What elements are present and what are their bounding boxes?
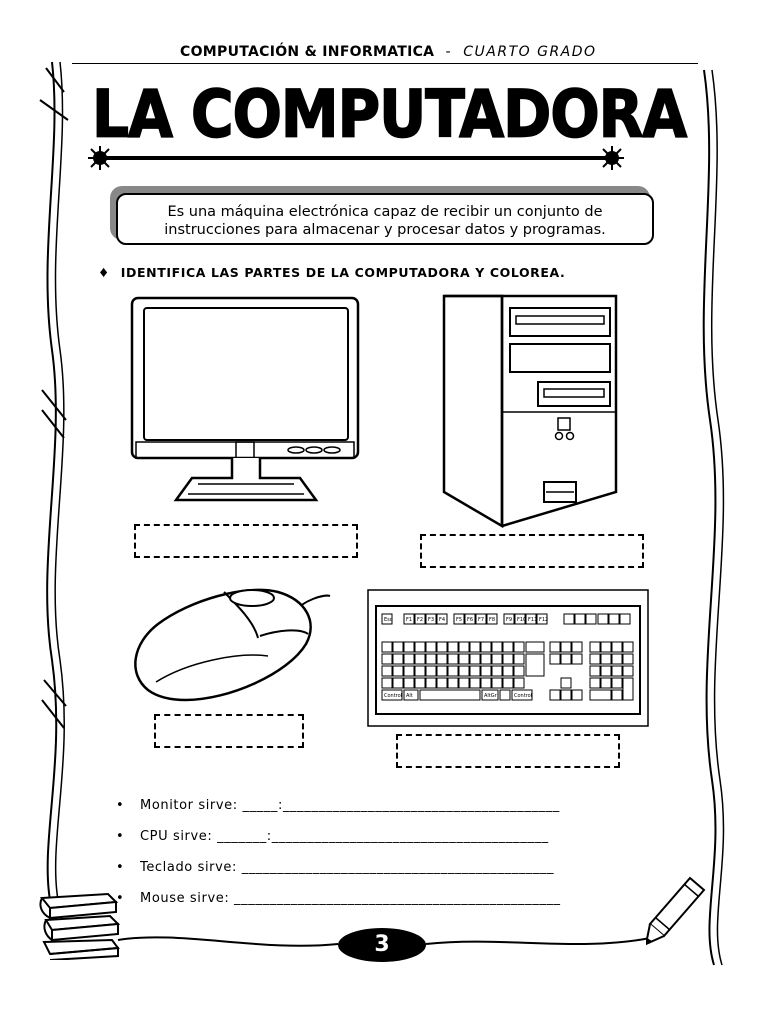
keyboard-key	[612, 678, 622, 688]
keyboard-key-label: Control	[514, 693, 533, 699]
keyboard-key	[590, 654, 600, 664]
title-underline	[100, 156, 612, 160]
header-grade: CUARTO GRADO	[463, 44, 597, 60]
keyboard-key	[404, 642, 414, 652]
keyboard-key	[415, 678, 425, 688]
keyboard-key	[459, 642, 469, 652]
keyboard-key	[448, 678, 458, 688]
keyboard-key	[590, 690, 611, 700]
keyboard-key	[470, 666, 480, 676]
answer-box-keyboard[interactable]	[396, 734, 620, 768]
answer-box-mouse[interactable]	[154, 714, 304, 748]
question-mouse[interactable]	[116, 891, 561, 906]
keyboard-key	[550, 654, 560, 664]
question-text: Monitor sirve: _____:_______________________________________	[140, 798, 560, 813]
keyboard-key-label: Esc	[384, 617, 393, 623]
keyboard-key	[612, 690, 622, 700]
keyboard-key	[561, 642, 571, 652]
keyboard-key	[561, 690, 571, 700]
keyboard-key	[415, 642, 425, 652]
keyboard-key	[382, 654, 392, 664]
keyboard-key	[612, 654, 622, 664]
keyboard-key	[393, 654, 403, 664]
keyboard-key	[561, 654, 571, 664]
keyboard-key	[492, 654, 502, 664]
keyboard-key	[470, 642, 480, 652]
keyboard-key	[426, 642, 436, 652]
keyboard-key	[503, 678, 513, 688]
instruction-bullet: ♦	[98, 265, 110, 280]
keyboard-key	[426, 666, 436, 676]
keyboard-key	[561, 678, 571, 688]
keyboard-key	[572, 642, 582, 652]
keyboard-key	[382, 642, 392, 652]
instruction	[98, 265, 565, 280]
keyboard-key	[514, 666, 524, 676]
keyboard-key	[415, 666, 425, 676]
keyboard-key-label: F10	[517, 617, 527, 623]
keyboard-key	[620, 614, 630, 624]
keyboard-key	[503, 666, 513, 676]
keyboard-key	[470, 654, 480, 664]
keyboard-key	[437, 678, 447, 688]
pencil-icon	[646, 874, 708, 946]
keyboard-key-label: Alt	[406, 693, 413, 699]
keyboard-key	[404, 666, 414, 676]
keyboard-key	[590, 642, 600, 652]
keyboard-key	[492, 678, 502, 688]
keyboard-key-label: F6	[467, 617, 474, 623]
question-text: CPU sirve: _______:_______________________________________	[140, 829, 549, 844]
keyboard-key	[623, 678, 633, 700]
definition-box	[116, 193, 654, 245]
keyboard-key	[601, 642, 611, 652]
mouse-icon	[128, 582, 334, 708]
keyboard-key	[601, 666, 611, 676]
question-bullet: •	[116, 860, 125, 875]
keyboard-key	[586, 614, 596, 624]
page-number: 3	[338, 928, 426, 962]
keyboard-key	[623, 666, 633, 676]
keyboard-key-label: F4	[439, 617, 446, 623]
header-separator: -	[445, 44, 453, 60]
keyboard-key	[609, 614, 619, 624]
keyboard-key	[598, 614, 608, 624]
keyboard-key	[623, 642, 633, 652]
keyboard-key	[623, 654, 633, 664]
keyboard-key	[459, 666, 469, 676]
keyboard-key	[448, 642, 458, 652]
keyboard-key-label: F8	[489, 617, 496, 623]
keyboard-key	[426, 678, 436, 688]
keyboard-key	[503, 654, 513, 664]
answer-box-monitor[interactable]	[134, 524, 358, 558]
question-bullet: •	[116, 829, 125, 844]
instruction-text: IDENTIFICA LAS PARTES DE LA COMPUTADORA Y COLOREA.	[120, 265, 566, 280]
keyboard-key	[503, 642, 513, 652]
keyboard-key	[448, 654, 458, 664]
keyboard-key	[393, 642, 403, 652]
worksheet-header	[180, 44, 597, 60]
keyboard-key	[404, 678, 414, 688]
monitor-icon	[128, 294, 364, 514]
definition-line-1: Es una máquina electrónica capaz de recibir un conjunto de	[167, 204, 603, 220]
keyboard-key	[612, 642, 622, 652]
keyboard-key	[526, 654, 544, 676]
keyboard-key	[470, 678, 480, 688]
keyboard-key	[492, 642, 502, 652]
question-monitor[interactable]	[116, 798, 560, 813]
keyboard-key-label: F5	[456, 617, 463, 623]
keyboard-key	[601, 654, 611, 664]
keyboard-key	[526, 642, 544, 652]
keyboard-key	[500, 690, 510, 700]
keyboard-key	[448, 666, 458, 676]
keyboard-key	[514, 642, 524, 652]
definition-line-2: instrucciones para almacenar y procesar datos y programas.	[164, 222, 606, 238]
keyboard-key-label: F9	[506, 617, 513, 623]
keyboard-key	[481, 666, 491, 676]
header-subject: COMPUTACIÓN & INFORMATICA	[180, 44, 435, 60]
question-bullet: •	[116, 798, 125, 813]
question-text: Mouse sirve: ______________________________________________	[140, 891, 561, 906]
keyboard-key	[393, 666, 403, 676]
answer-box-cpu[interactable]	[420, 534, 644, 568]
keyboard-key	[437, 654, 447, 664]
keyboard-key	[590, 678, 600, 688]
keyboard-key	[481, 654, 491, 664]
keyboard-key	[415, 654, 425, 664]
page-title: LA COMPUTADORA	[92, 76, 687, 153]
cpu-tower-icon	[440, 292, 624, 528]
keyboard-key-label: F3	[428, 617, 435, 623]
keyboard-key	[382, 666, 392, 676]
header-rule	[72, 63, 698, 64]
keyboard-key	[382, 678, 392, 688]
keyboard-key	[404, 654, 414, 664]
keyboard-key	[564, 614, 574, 624]
keyboard-key	[492, 666, 502, 676]
keyboard-key	[575, 614, 585, 624]
keyboard-key-label: F12	[539, 617, 549, 623]
keyboard-key	[481, 642, 491, 652]
keyboard-key	[612, 666, 622, 676]
keyboard-key	[550, 690, 560, 700]
keyboard-key	[572, 690, 582, 700]
question-text: Teclado sirve: ____________________________________________	[140, 860, 555, 875]
keyboard-key-label: Control	[384, 693, 403, 699]
keyboard-key-label: AltGr	[484, 693, 497, 699]
keyboard-key-label: F1	[406, 617, 413, 623]
keyboard-key	[437, 666, 447, 676]
keyboard-key	[393, 678, 403, 688]
keyboard-key-label: F11	[528, 617, 538, 623]
keyboard-key	[426, 654, 436, 664]
keyboard-key-label: F7	[478, 617, 485, 623]
keyboard-key-label: F2	[417, 617, 424, 623]
question-cpu[interactable]	[116, 829, 549, 844]
keyboard-spacebar	[420, 690, 480, 700]
keyboard-key	[481, 678, 491, 688]
keyboard-key	[459, 654, 469, 664]
keyboard-key	[590, 666, 600, 676]
question-bullet: •	[116, 891, 125, 906]
keyboard-key	[601, 678, 611, 688]
keyboard-key	[514, 678, 524, 688]
keyboard-key	[437, 642, 447, 652]
keyboard-key	[514, 654, 524, 664]
question-keyboard[interactable]	[116, 860, 554, 875]
keyboard-key	[550, 642, 560, 652]
keyboard-key	[459, 678, 469, 688]
books-icon	[38, 890, 124, 960]
keyboard-key	[572, 654, 582, 664]
keyboard-icon	[366, 588, 650, 728]
